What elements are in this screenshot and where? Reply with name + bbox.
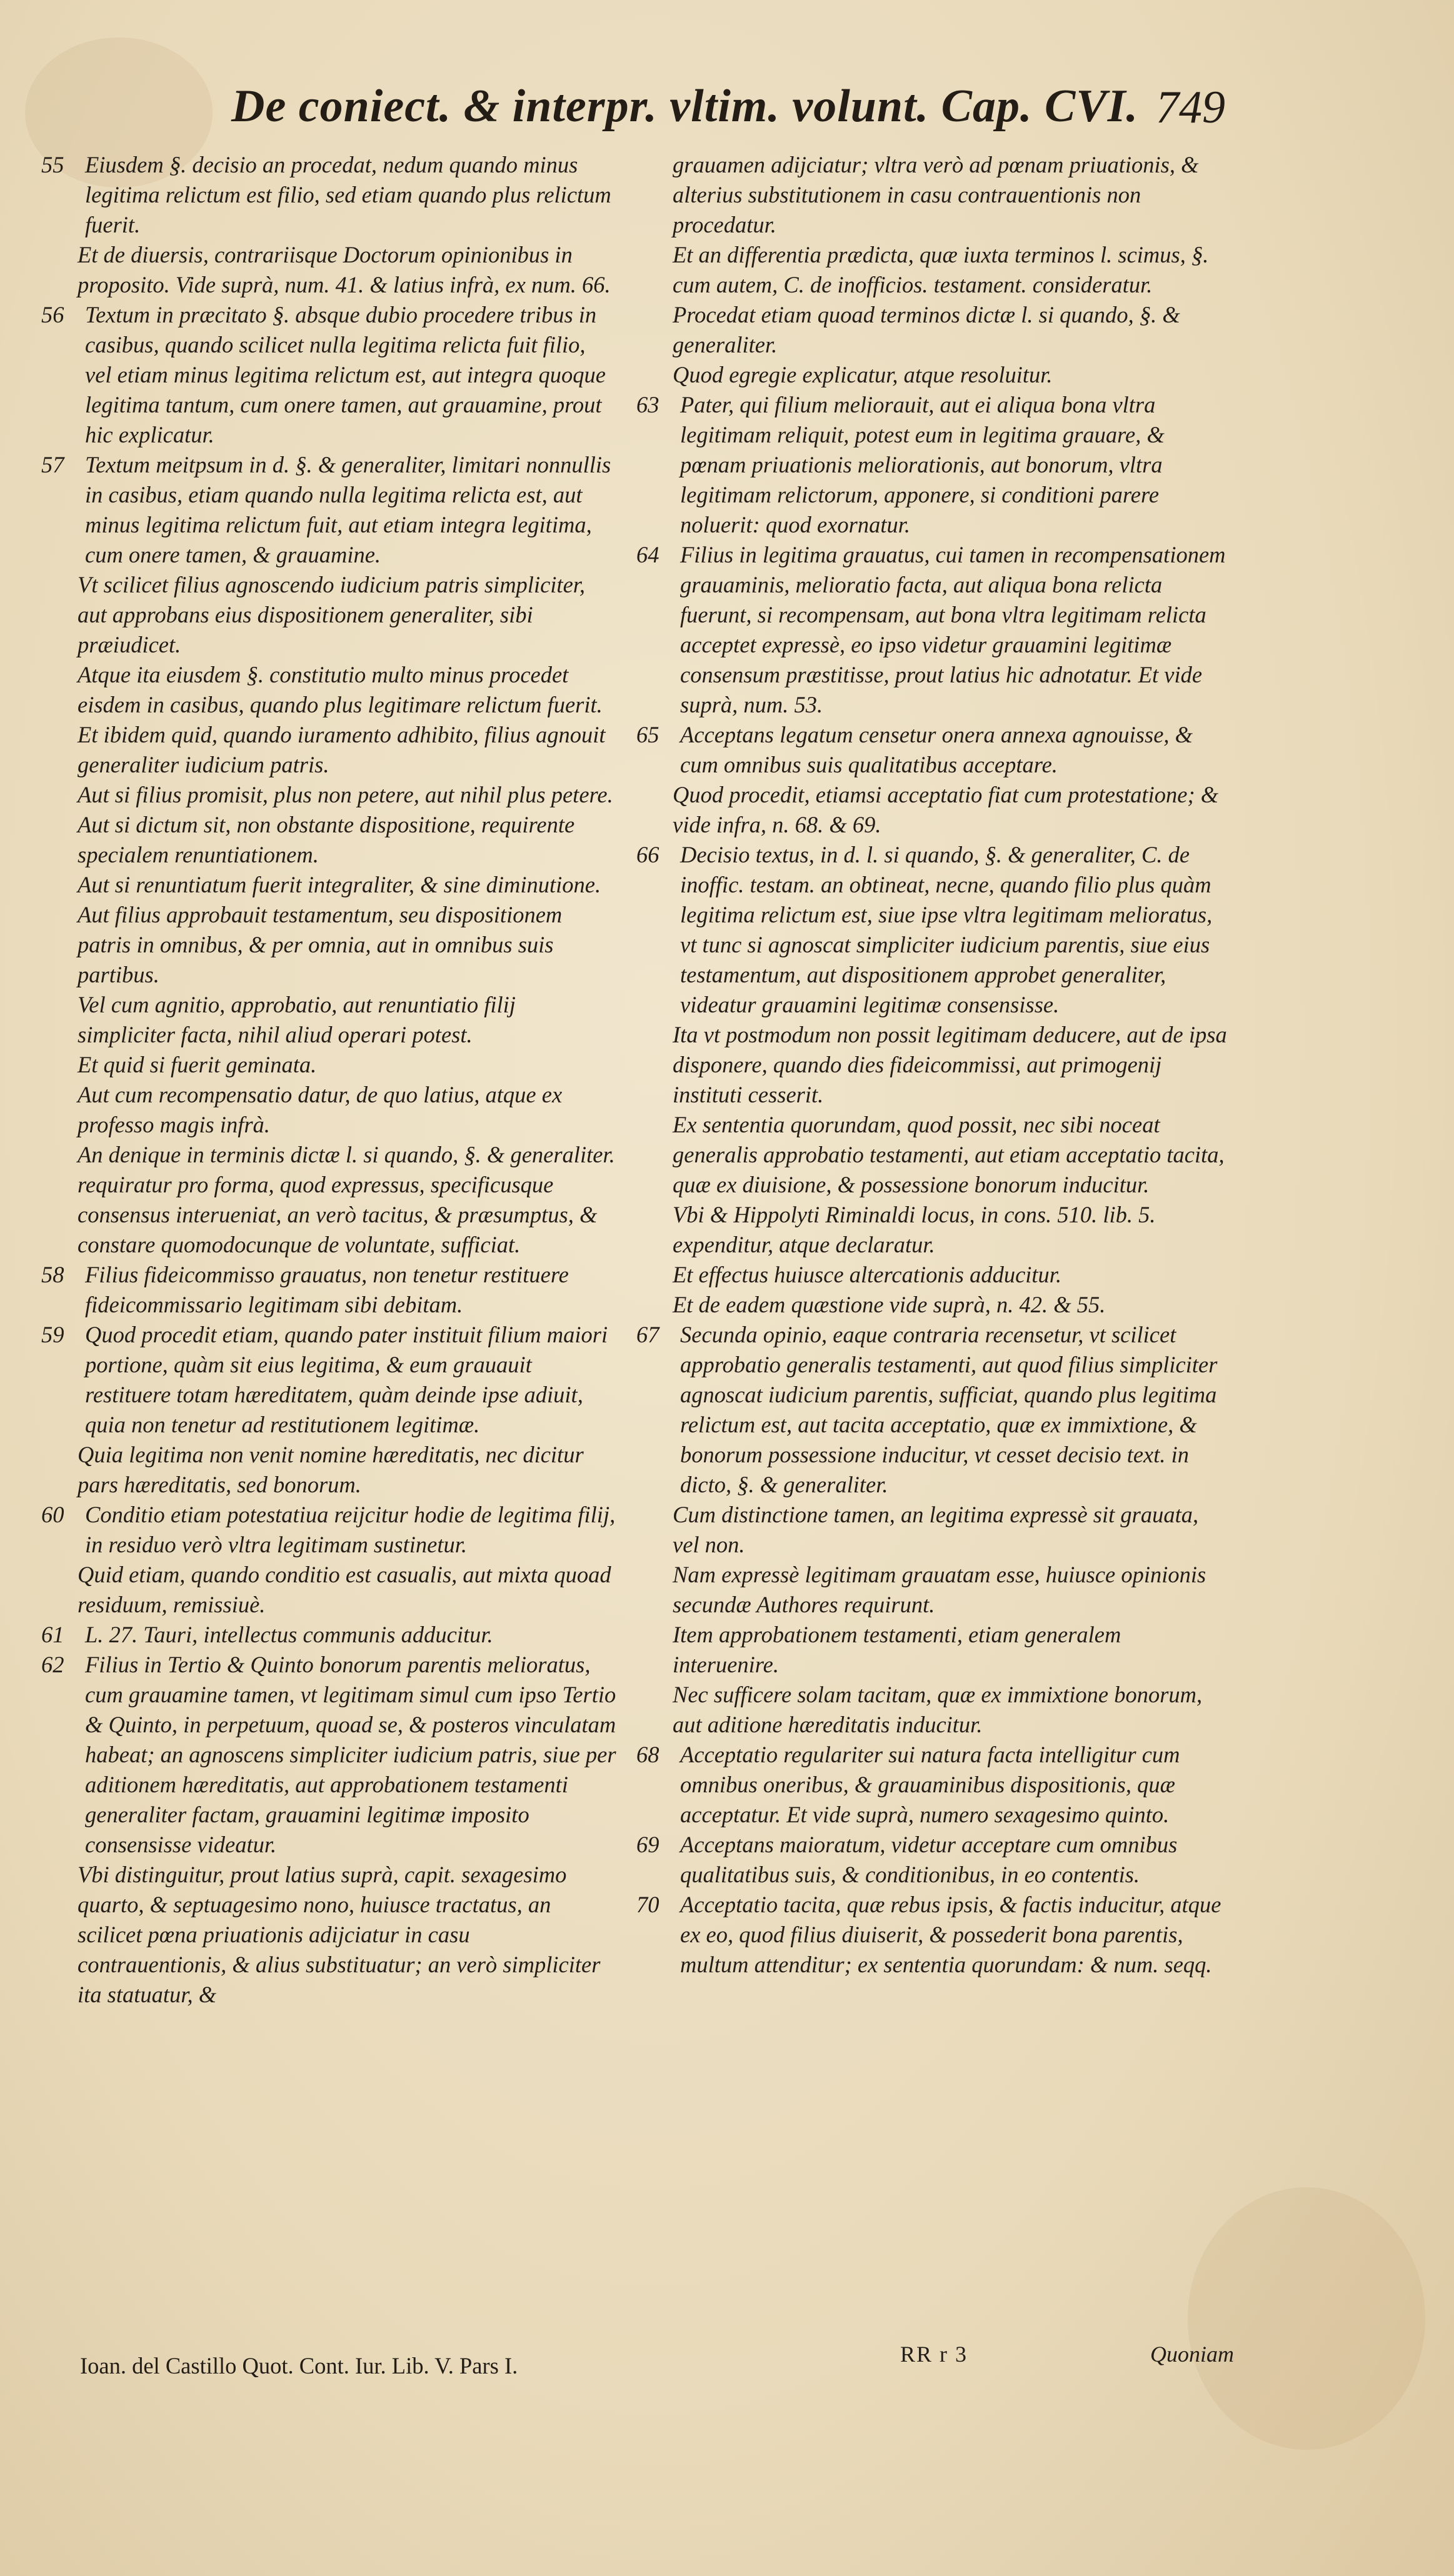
entry-text: Aut filius approbauit testamentum, seu dispositionem patris in omnibus, & per omnia, aut in omnibus suis partibus.: [78, 902, 563, 987]
entry-text: Ex sententia quorundam, quod possit, nec sibi noceat generalis approbatio testamenti, aut etiam acceptatio tacita, quæ ex diuisione, & possessione bonorum inducitur.: [673, 1112, 1225, 1197]
index-entry: [41, 240, 616, 300]
index-entry: [41, 1140, 616, 1260]
index-entry: [636, 1200, 1230, 1260]
index-entry: [636, 240, 1230, 360]
entry-text: Et de eadem quæstione vide suprà, n. 42. & 55.: [673, 1292, 1106, 1317]
index-entry: [636, 1020, 1230, 1110]
entry-text: Vel cum agnitio, approbatio, aut renuntiatio filij simpliciter facta, nihil aliud operari potest.: [78, 992, 516, 1047]
entry-text: Filius in Tertio & Quinto bonorum parentis melioratus, cum grauamine tamen, vt legitimam simul cum ipso Tertio & Quinto, in perpetuum, quoad se, & posteros vinculatam habeat; an agnoscens simpliciter iudicium patris, siue per aditionem hæreditatis, aut approbationem testamenti generaliter factam, grauamini legitimæ imposito consensisse videatur.: [85, 1652, 616, 1857]
entry-text: Acceptans legatum censetur onera annexa agnouisse, & cum omnibus suis qualitatibus acceptare.: [680, 722, 1193, 777]
entry-text: Et ibidem quid, quando iuramento adhibito, filius agnouit generaliter iudicium patris.: [78, 722, 606, 777]
index-entry: [636, 1290, 1230, 1320]
entry-number: 70: [636, 1892, 659, 1917]
entry-text: Acceptatio tacita, quæ rebus ipsis, & factis inducitur, atque ex eo, quod filius diuiserit, & possederit bona parentis, multum attenditur; ex sententia quorundam: & num. seqq.: [680, 1892, 1221, 1977]
entry-number: 68: [636, 1742, 659, 1767]
entry-text: Acceptatio regulariter sui natura facta intelligitur cum omnibus oneribus, & grauaminibus dispositionis, quæ acceptatur. Et vide suprà, numero sexagesimo quinto.: [680, 1742, 1180, 1827]
entry-number: 62: [41, 1652, 64, 1677]
entry-text: Et de diuersis, contrariisque Doctorum opinionibus in proposito. Vide suprà, num. 41. & latius infrà, ex num. 66.: [78, 242, 611, 297]
entry-number: 59: [41, 1322, 64, 1347]
index-entry: [41, 570, 616, 660]
signature-mark: RR r 3: [900, 2342, 968, 2367]
index-entry: [41, 870, 616, 900]
entry-text: Decisio textus, in d. l. si quando, §. & generaliter, C. de inoffic. testam. an obtineat, necne, quando filio plus quàm legitima relictum est, siue ipse vltra legitimam melioratus, vt tunc si agnoscat simpliciter iudicium parentis, siue eius testamentum, aut dispositionem approbet generaliter, videatur grauamini legitimæ consensisse.: [680, 842, 1213, 1017]
entry-number: 60: [41, 1502, 64, 1527]
left-column: [41, 150, 616, 2010]
entry-text: grauamen adijciatur; vltra verò ad pœnam priuationis, & alterius substitutionem in casu contrauentionis non procedatur.: [673, 152, 1199, 237]
index-entry: [41, 720, 616, 780]
entry-number: 63: [636, 392, 659, 417]
entry-text: Acceptans maioratum, videtur acceptare cum omnibus qualitatibus suis, & conditionibus, in eo contentis.: [680, 1832, 1178, 1887]
entry-text: L. 27. Tauri, intellectus communis adducitur.: [85, 1622, 493, 1647]
entry-text: Quod egregie explicatur, atque resoluitur.: [673, 362, 1053, 387]
entry-number: 66: [636, 842, 659, 867]
index-entry: [636, 1890, 1230, 1980]
index-entry: [41, 300, 616, 450]
entry-text: Filius in legitima grauatus, cui tamen in recompensationem grauaminis, melioratio facta, aut aliqua bona relicta fuerunt, si recompensam, aut bona vltra legitimam relicta acceptet expressè, eo ipso videtur grauamini legitimæ consensum præstitisse, prout latius hic adnotatur. Et vide suprà, num. 53.: [680, 542, 1226, 717]
index-entry: [636, 1620, 1230, 1680]
entry-number: 61: [41, 1622, 64, 1647]
entry-text: Nam expressè legitimam grauatam esse, huiusce opinionis secundæ Authores requirunt.: [673, 1562, 1206, 1617]
index-entry: [41, 900, 616, 990]
index-entry: [636, 1110, 1230, 1200]
entry-text: Ita vt postmodum non possit legitimam deducere, aut de ipsa disponere, quando dies fideicommissi, aut primogenij instituti cesserit.: [673, 1022, 1227, 1107]
entry-number: 56: [41, 302, 64, 327]
entry-text: Quod procedit etiam, quando pater instituit filium maiori portione, quàm sit eius legitima, & eum grauauit restituere totam hæreditatem, quàm deinde ipse adiuit, quia non tenetur ad restitutionem legitimæ.: [85, 1322, 608, 1437]
entry-text: Quid etiam, quando conditio est casualis, aut mixta quoad residuum, remissiuè.: [78, 1562, 611, 1617]
page-number: 749: [1156, 82, 1225, 133]
index-entry: [41, 1620, 616, 1650]
index-entry: [41, 450, 616, 570]
index-entry: [636, 540, 1230, 720]
index-entry: [41, 660, 616, 720]
index-entry: [636, 1680, 1230, 1740]
entry-text: Quod procedit, etiamsi acceptatio fiat cum protestatione; & vide infra, n. 68. & 69.: [673, 782, 1219, 837]
entry-number: 69: [636, 1832, 659, 1857]
entry-text: Aut si renuntiatum fuerit integraliter, & sine diminutione.: [78, 872, 601, 897]
entry-text: Vt scilicet filius agnoscendo iudicium patris simpliciter, aut approbans eius dispositionem generaliter, sibi præiudicet.: [78, 572, 586, 657]
index-entry: [636, 720, 1230, 780]
entry-number: 57: [41, 452, 64, 477]
index-entry: [636, 1320, 1230, 1500]
index-entry: [636, 1260, 1230, 1290]
right-column: [636, 150, 1230, 1980]
entry-text: Aut si dictum sit, non obstante dispositione, requirente specialem renuntiationem.: [78, 812, 575, 867]
index-entry: [41, 810, 616, 870]
entry-text: Aut si filius promisit, plus non petere, aut nihil plus petere.: [78, 782, 613, 807]
entry-text: Pater, qui filium meliorauit, aut ei aliqua bona vltra legitimam reliquit, potest eum in legitima grauare, & pœnam priuationis meliorationis, aut bonorum, vltra legitimam relictorum, apponere, si conditioni parere noluerit: quod exornatur.: [680, 392, 1165, 537]
entry-number: 55: [41, 152, 64, 177]
entry-text: Aut cum recompensatio datur, de quo latius, atque ex professo magis infrà.: [78, 1082, 563, 1137]
index-entry: [636, 780, 1230, 840]
index-entry: [41, 1050, 616, 1080]
entry-text: Conditio etiam potestatiua reijcitur hodie de legitima filij, in residuo verò vltra legitimam sustinetur.: [85, 1502, 616, 1557]
entry-number: 64: [636, 542, 659, 567]
index-entry: [41, 1080, 616, 1140]
entry-text: Textum meitpsum in d. §. & generaliter, limitari nonnullis in casibus, etiam quando nulla legitima relicta est, aut minus legitima relictum fuit, aut etiam integra legitima, cum onere tamen, & grauamine.: [85, 452, 611, 567]
running-header: [231, 75, 1225, 144]
entry-number: 65: [636, 722, 659, 747]
entry-text: Textum in præcitato §. absque dubio procedere tribus in casibus, quando scilicet nulla legitima relicta fuit filio, vel etiam minus legitima relictum est, aut integra quoque legitima tantum, cum onere tamen, aut grauamine, prout hic explicatur.: [85, 302, 606, 447]
entry-text: Filius fideicommisso grauatus, non tenetur restituere fideicommissario legitimam sibi debitam.: [85, 1262, 569, 1317]
running-foot: Ioan. del Castillo Quot. Cont. Iur. Lib. V. Pars I.: [80, 2353, 518, 2379]
index-entry: [41, 990, 616, 1050]
index-entry: [636, 1830, 1230, 1890]
catchword: Quoniam: [1150, 2342, 1234, 2367]
entry-text: Vbi & Hippolyti Riminaldi locus, in cons. 510. lib. 5. expenditur, atque declaratur.: [673, 1202, 1156, 1257]
entry-text: Quia legitima non venit nomine hæreditatis, nec dicitur pars hæreditatis, sed bonorum.: [78, 1442, 584, 1497]
entry-text: Vbi distinguitur, prout latius suprà, capit. sexagesimo quarto, & septuagesimo nono, huiusce tractatus, an scilicet pœna priuationis adijciatur in casu contrauentionis, & alius substituatur; an verò simpliciter ita statuatur, &: [78, 1862, 601, 2007]
index-entry: [41, 1440, 616, 1500]
paper-stain: [1188, 2187, 1425, 2450]
entry-text: Cum distinctione tamen, an legitima expressè sit grauata, vel non.: [673, 1502, 1199, 1557]
index-entry: [636, 1560, 1230, 1620]
entry-number: 58: [41, 1262, 64, 1287]
index-entry: [41, 150, 616, 240]
entry-text: Et quid si fuerit geminata.: [78, 1052, 317, 1077]
index-entry: [636, 390, 1230, 540]
entry-text: Et effectus huiusce altercationis adducitur.: [673, 1262, 1062, 1287]
header-title: De coniect. & interpr. vltim. volunt. Cap. CVI.: [231, 81, 1139, 132]
entry-text: Item approbationem testamenti, etiam generalem interuenire.: [673, 1622, 1121, 1677]
entry-text: An denique in terminis dictæ l. si quando, §. & generaliter. requiratur pro forma, quod expressus, specificusque consensus interueniat, an verò tacitus, & præsumptus, & constare quomodocunque de voluntate, sufficiat.: [78, 1142, 615, 1257]
entry-text: Et an differentia prædicta, quæ iuxta terminos l. scimus, §. cum autem, C. de inofficios. testament. consideratur. Procedat etiam quoad terminos dictæ l. si quando, §. & generaliter.: [673, 242, 1209, 357]
index-entry: [636, 150, 1230, 240]
index-entry: [636, 840, 1230, 1020]
index-entry: [41, 1500, 616, 1560]
index-entry: [41, 1560, 616, 1620]
entry-text: Atque ita eiusdem §. constitutio multo minus procedet eisdem in casibus, quando plus legitimare relictum fuerit.: [78, 662, 603, 717]
index-entry: [636, 1500, 1230, 1560]
index-entry: [636, 1740, 1230, 1830]
index-entry: [41, 780, 616, 810]
index-entry: [41, 1320, 616, 1440]
index-entry: [41, 1860, 616, 2010]
index-entry: [41, 1260, 616, 1320]
index-entry: [636, 360, 1230, 390]
entry-text: Nec sufficere solam tacitam, quæ ex immixtione bonorum, aut aditione hæreditatis inducitur.: [673, 1682, 1203, 1737]
entry-text: Secunda opinio, eaque contraria recensetur, vt scilicet approbatio generalis testamenti, aut quod filius simpliciter agnoscat iudicium parentis, sufficiat, quando plus legitima relictum est, aut tacita acceptatio, quæ ex immixtione, & bonorum possessione inducitur, vt cesset decisio text. in dicto, §. & generaliter.: [680, 1322, 1218, 1497]
entry-text: Eiusdem §. decisio an procedat, nedum quando minus legitima relictum est filio, sed etiam quando plus relictum fuerit.: [85, 152, 611, 237]
index-entry: [41, 1650, 616, 1860]
entry-number: 67: [636, 1322, 659, 1347]
